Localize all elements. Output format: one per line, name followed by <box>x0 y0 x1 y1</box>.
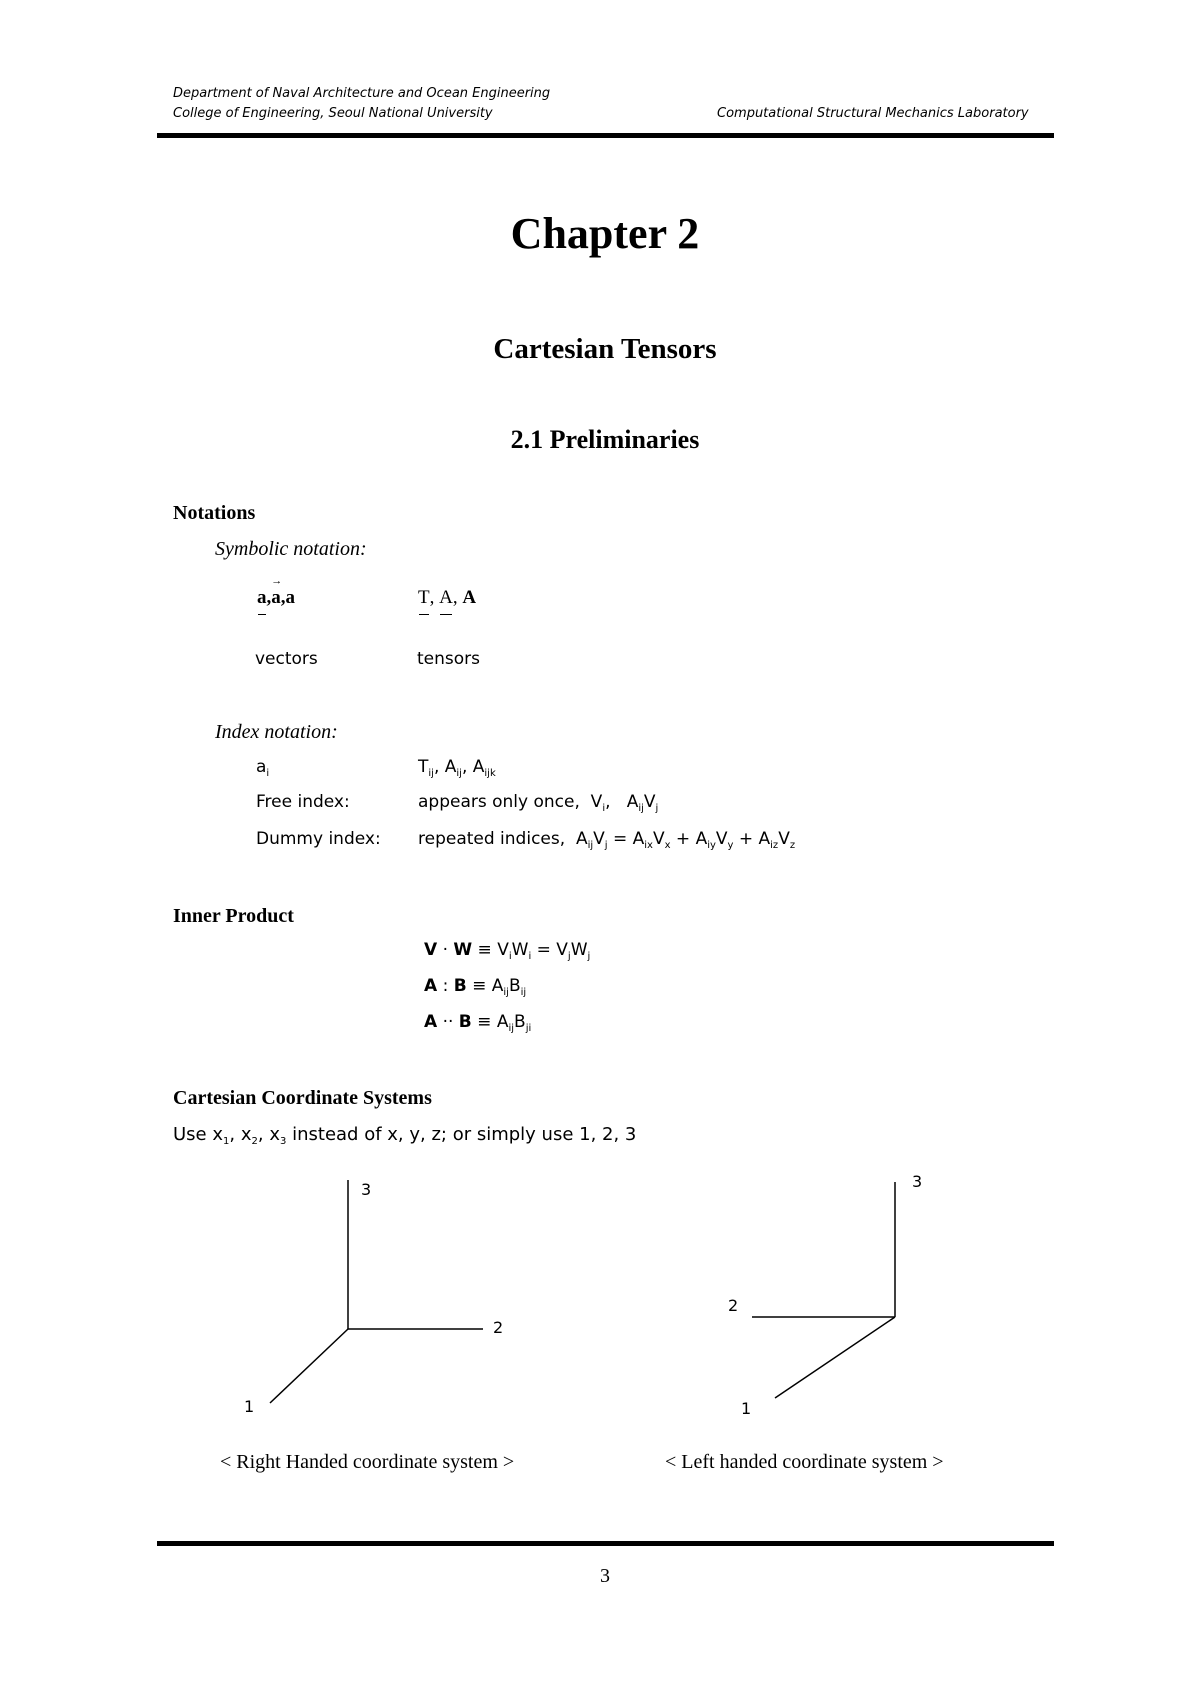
dummy-index-text: repeated indices, <box>418 829 566 849</box>
right-axis-1 <box>270 1329 348 1403</box>
footer-rule <box>157 1541 1054 1546</box>
right-axis-2-label: 2 <box>493 1318 504 1337</box>
dummy-index-label: Dummy index: <box>256 829 381 849</box>
header-college: College of Engineering, Seoul National University <box>173 106 493 121</box>
right-axis-1-label: 1 <box>244 1397 255 1416</box>
dummy-index-row: repeated indices, $A_{ij}V_j = A_{ix}V_x + A_{iy}V_y + A_{iz}V_z$ <box>418 829 796 851</box>
tensor-symbols: T, A, A <box>418 587 477 608</box>
double-contraction: A : $B \equiv A_{ij}B_{ij}$ <box>424 976 527 998</box>
inner-product-heading: Inner Product <box>173 905 294 927</box>
right-axis-3-label: 3 <box>361 1180 372 1199</box>
left-handed-diagram <box>752 1182 895 1398</box>
vector-symbols: a,→ a,a <box>257 587 295 609</box>
header-department: Department of Naval Architecture and Ocean Engineering <box>173 86 551 101</box>
left-axis-1-label: 1 <box>741 1399 752 1418</box>
page-number: 3 <box>600 1565 610 1587</box>
header-lab: Computational Structural Mechanics Laboratory <box>717 106 1029 121</box>
section-title: 2.1 Preliminaries <box>510 425 700 454</box>
symbolic-notation-label: Symbolic notation: <box>215 538 367 560</box>
tensors-label: tensors <box>417 649 481 669</box>
left-axis-3-label: 3 <box>912 1172 923 1191</box>
cartesian-use-line: Use $x_1$, $x_2$, $x_3$ instead of x, y, z; or simply use 1, 2, 3 <box>173 1124 637 1147</box>
chapter-title: Chapter 2 <box>510 209 700 258</box>
cartesian-heading: Cartesian Coordinate Systems <box>173 1087 432 1109</box>
dot-dot-product: $A \cdot\cdot B \equiv A_{ij}B_{ji}$ <box>424 1012 532 1034</box>
left-axis-2-label: 2 <box>728 1296 739 1315</box>
left-axis-1 <box>775 1317 895 1398</box>
index-tensors: $T_{ij}$, $A_{ij}$, $A_{ijk}$ <box>418 757 496 779</box>
chapter-subtitle: Cartesian Tensors <box>493 333 717 365</box>
free-index-label: Free index: <box>256 792 350 812</box>
free-index-row: appears only once, $V_i$, $A_{ij}V_j$ <box>418 792 659 814</box>
left-handed-caption: < Left handed coordinate system > <box>665 1451 944 1473</box>
index-notation-label: Index notation: <box>215 721 338 743</box>
free-index-text: appears only once, <box>418 792 580 812</box>
index-vector: $a_i$ <box>256 757 270 779</box>
right-handed-caption: < Right Handed coordinate system > <box>220 1451 515 1473</box>
instead-text: instead of x, y, z; or simply use 1, 2, 3 <box>292 1124 637 1145</box>
vectors-label: vectors <box>255 649 318 669</box>
use-text: Use x <box>173 1124 224 1145</box>
inner-product-vectors: $V \cdot W \equiv V_iW_i = V_jW_j$ <box>424 940 591 962</box>
right-handed-diagram <box>270 1180 483 1403</box>
notations-heading: Notations <box>173 502 256 524</box>
